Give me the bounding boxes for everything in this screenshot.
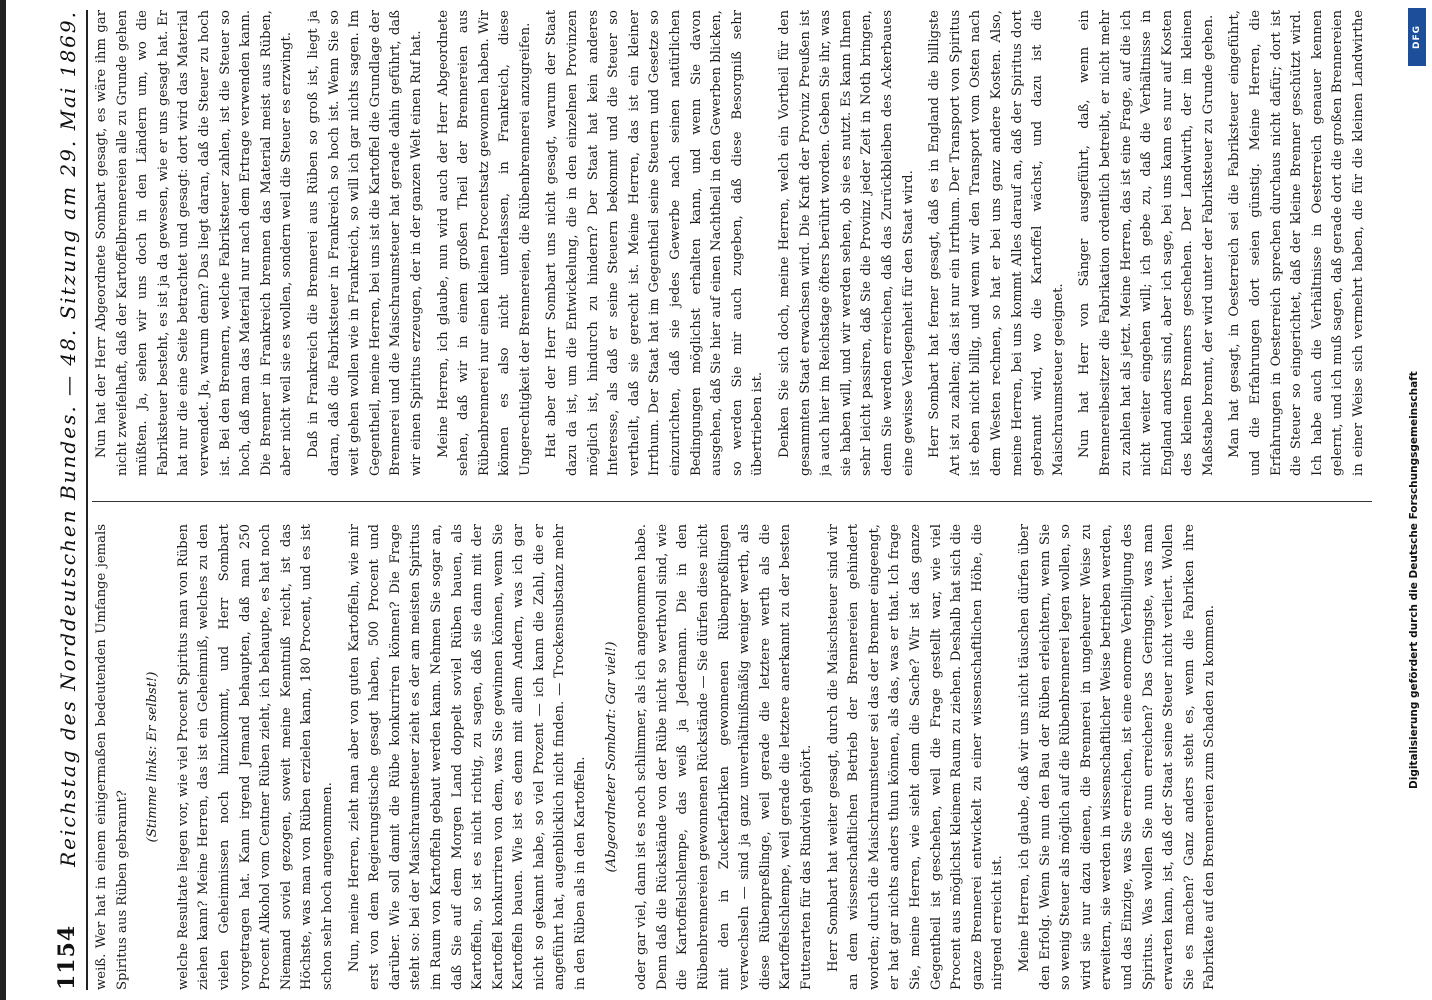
paragraph: Nun, meine Herren, zieht man aber von guten Kartoffeln, wie mir erst von dem Regierungstische gesagt haben, 500 Procent und darüber. Wie soll damit die Rübe konkurriren können? Die Frage steht so: bei der Maischraumsteuer zieht es der am meisten Spiritus im Raum von Kartoffeln gebaut werden kann. Nehmen Sie sogar an, daß Sie auf dem Morgen Land doppelt soviel Rüben bauen, als Kartoffeln, so ist es nicht richtig, zu sagen, daß sie dann mit der Kartoffel konkurriren von dem, was Sie gewinnen können, wenn Sie Kartoffeln bauen. Wie ist es denn mit allem Andern, was ich gar nicht so gekannt habe, so viel Prozent — ich kann die Zahl, die er angeführt hat, augenblicklich nicht finden. — Trockensubstanz mehr in den Rüben als in den Kartoffeln. <box>346 524 589 990</box>
interjection: (Stimme links: Er selbst!) <box>145 671 161 843</box>
paragraph: Herr Sombart hat ferner gesagt, daß es in England die billigste Art ist zu zahlen; das ist nur ein Irrthum. Der Transport von Spiritus ist eben nicht billig, und wenn wir den Transport vom Osten nach dem Westen rechnen, so hat er bei uns ganz andere Kosten. Also, meine Herren, bei uns kommt Alles darauf an, daß der Spiritus dort gebrannt wird, wo die Kartoffel wächst, und dazu ist die Maischraumsteuer geeignet. <box>927 10 1066 476</box>
running-header <box>40 10 80 990</box>
rotated-page <box>40 10 1380 990</box>
paragraph: Denken Sie sich doch, meine Herren, welch ein Vortheil für den gesammten Staat erwachsen wird. Die Kraft der Provinz Preußen ist ja auch hier im Reichstage öfters berührt worden. Geben Sie ihr, was sie haben will, und wir werden sehen, ob sie es nutzt. Es kann Ihnen sehr leicht passiren, daß Sie die Provinz jeder Zeit in Noth bringen, denn Sie werden erreichen, daß das Zurückbleiben des Ackerbaues eine gewisse Verlegenheit für den Staat wird. <box>777 10 916 476</box>
paragraph: weiß. Wer hat in einem einigermaßen bedeutenden Umfange jemals Spiritus aus Rüben gebrannt? <box>94 524 130 990</box>
dfg-logo: DFG <box>1408 8 1426 66</box>
paragraph: Meine Herren, ich glaube, nun wird auch der Herr Abgeordnete sehen, daß wir in einem großen Theil der Brennereien aus Rübenbrennerei nur einen kleinen Procentsatz gewonnen haben. Wir können es also nicht unterlassen, in Frankreich, diese Ungerechtigkeit der Brennereien, die Rübenbrennerei anzugreifen. <box>435 10 533 476</box>
page-number: 1154 <box>54 924 80 990</box>
digitization-credit: Digitalisierung gefördert durch die Deutsche Forschungsgemeinschaft <box>1408 371 1420 789</box>
header-rule <box>86 10 88 990</box>
paragraph: Nun hat der Herr Abgeordnete Sombart gesagt, es wäre ihm gar nicht zweifelhaft, daß der Kartoffelbrennereien alle zu Grunde gehen müßten. Ja, sehen wir uns doch in den Ländern um, wo die Fabriksteuer besteht, es ist ja da gewesen, wie er uns gesagt hat. Er hat nur die eine Seite betrachtet und gesagt: dort wird das Material verwendet. Ja, warum denn? Das liegt daran, daß die Steuer zu hoch ist. Bei den Brennern, welche Fabriksteuer zahlen, ist die Steuer so hoch, daß man das Material nur nach dem Ertrage verwenden kann. Die Brenner in Frankreich brennen das Material meist aus Rüben, aber nicht weil sie es wollen, sondern weil die Steuer es erzwingt. <box>94 10 295 476</box>
header-title: Reichstag des Norddeutschen Bundes. — 48. Sitzung am 29. Mai 1869. <box>56 10 80 867</box>
paragraph: Hat aber der Herr Sombart uns nicht gesagt, warum der Staat dazu da ist, um die Entwickelung, die in den einzelnen Provinzen möglich ist, hindurch zu hindern? Der Staat hat kein anderes Interesse, als daß er seine Steuern bekommt und die Steuer so vertheilt, daß sie gerecht ist. Meine Herren, das ist ein kleiner Irrthum. Der Staat hat im Gegentheil seine Steuern und Gesetze so einzurichten, daß sie jedes Gewerbe nach seinen natürlichen Bedingungen möglichst erhalten kann, und wenn Sie davon ausgehen, daß Sie hier auf einen Nachtheil in den Gewerben blicken, so werden Sie mir auch zugeben, daß diese Besorgniß sehr übertrieben ist. <box>544 10 766 476</box>
paragraph: Meine Herren, ich glaube, daß wir uns nicht täuschen dürfen über den Erfolg. Wenn Sie nun den Bau der Rüben erleichtern, wenn Sie so wenig Steuer als möglich auf die Rübenbrennerei legen wollen, so wird sie nur dazu dienen, die Brennerei in ungeheurer Weise zu erweitern, sie werden in wissenschaftlicher Weise betrieben werden, und das Einzige, was Sie erreichen, ist eine enorme Verbilligung des Spiritus. Was wollen Sie nun erreichen? Das Geringste, was man erwarten kann, ist, daß der Staat seine Steuer nicht verliert. Wollen Sie es machen? Ganz anders steht es, wenn die Fabriken ihre Fabrikate auf den Brennereien zum Schaden zu kommen. <box>1016 524 1218 990</box>
paragraph: oder gar viel, dann ist es noch schlimmer, als ich angenommen habe. Denn daß die Rückstände von der Rübe nicht so werthvoll sind, wie die Kartoffelschlempe, das weiß ja Jedermann. Die in den Rübenbrennereien gewonnenen Rückstände — Sie dürfen diese nicht mit den in Zuckerfabriken gewonnenen Rübenpreßlingen verwechseln — sind ja ganz unverhältnißmäßig weniger werth, als diese Rübenpreßlinge, weil gerade die letztere werth als die Kartoffelschlempe, weil gerade die letztere anerkannt zu der besten Futterarten für das Rindvieh gehört. <box>634 524 814 990</box>
paragraph: Herr Sombart hat weiter gesagt, durch die Maischsteuer sind wir an dem wissenschaftlichen Betrieb der Brennereien gehindert worden; durch die Maischraumsteuer sei das der Brenner eingeengt, er hat gar nichts anders thun können, als das, was er that. Ich frage Sie, meine Herren, wie sieht denn die Sache? Wir ist das ganze Gegentheil ist geschehen, weil die Frage gestellt war, wie viel Procent aus möglichst kleinem Raum zu ziehen. Deshalb hat sich die ganze Brennerei entwickelt zu einer wissenschaftlichen Höhe, die nirgend erreicht ist. <box>825 524 1006 990</box>
left-column <box>92 524 1372 990</box>
paragraph: welche Resultate liegen vor, wie viel Procent Spiritus man von Rüben ziehen kann? Meine Herren, das ist ein Geheimniß, welches zu den vielen Geheimnissen noch hinzukommt, und Herr Sombart vorgetragen hat. Kann irgend Jemand behaupten, daß man 250 Procent Alkohol vom Centner Rüben zieht, ich behaupte, es hat noch Niemand soviel gezogen, soweit meine Kenntniß reicht, ist das Höchste, was man von Rüben erzielen kann, 180 Procent, und es ist schon sehr hoch angenommen. <box>175 524 335 990</box>
page-edge-shadow <box>0 0 6 1000</box>
paragraph: Daß in Frankreich die Brennerei aus Rüben so groß ist, liegt ja daran, daß die Fabriksteuer in Frankreich so hoch ist. Wenn Sie so weit gehen wollen wie in Frankreich, so will ich gar nichts sagen. Im Gegentheil, meine Herren, bei uns ist die Kartoffel die Grundlage der Brennerei und die Maischraumsteuer hat gerade dahin geführt, daß wir einen Spiritus erzeugen, der in der ganzen Welt einen Ruf hat. <box>305 10 424 476</box>
column-divider <box>92 501 1372 502</box>
paragraph: Nun hat Herr von Sänger ausgeführt, daß, wenn ein Brennereibesitzer die Fabrikation ordentlich betreibt, er nicht mehr zu zahlen hat als jetzt. Meine Herren, das ist eine Frage, auf die ich nicht weiter eingehen will; ich gebe zu, daß die Verhältnisse in England anders sind, aber ich sage, bei uns kann es nur auf Kosten des kleinen Brenners geschehen. Der Landwirth, der im kleinen Maßstabe brennt, der wird unter der Fabriksteuer zu Grunde gehen. <box>1077 10 1216 476</box>
interjection: (Abgeordneter Sombart: Gar viel!) <box>603 641 619 873</box>
paragraph: Man hat gesagt, in Oesterreich sei die Fabriksteuer eingeführt, und die Erfahrungen dort seien günstig. Meine Herren, die Erfahrungen in Oesterreich sprechen durchaus nicht dafür; dort ist die Steuer so eingerichtet, daß der kleine Brenner geschützt wird. Ich habe auch die Verhältnisse in Oesterreich genauer kennen gelernt, und ich muß sagen, daß gerade dort die großen Brennereien in einer Weise sich vermehrt haben, die für die kleinen Landwirthe <box>1227 10 1367 476</box>
right-column <box>92 10 1372 476</box>
